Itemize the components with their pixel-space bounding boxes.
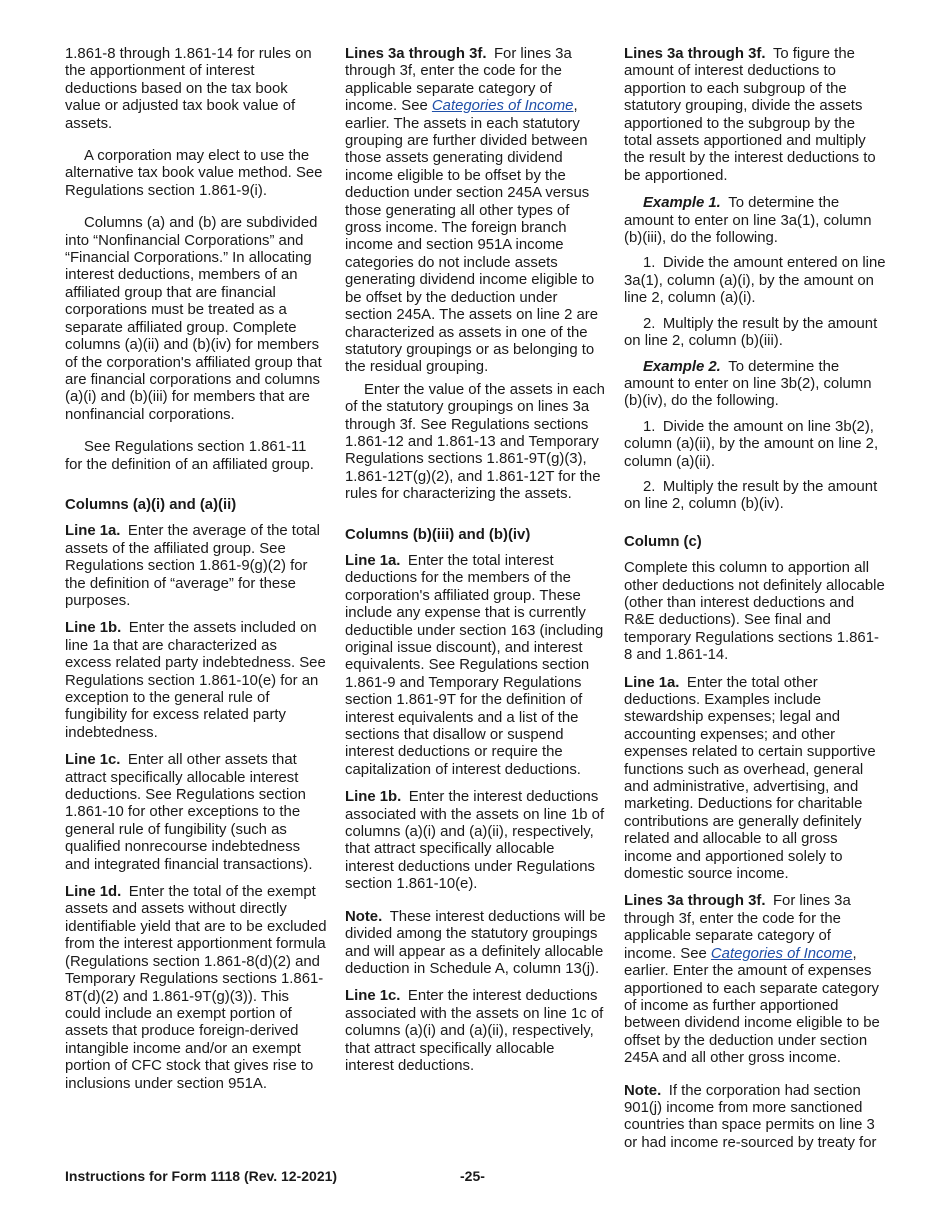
lines-3a-3f-paragraph [345,46,607,377]
body-text: Enter the assets included on line 1a that are characterized as excess related party indebtedness. See Regulations section 1.861-10(e) for an exception to the general rule of fungibility for excess related party indebtedness. [65,620,326,741]
body-text: Enter the interest deductions associated with the assets on line 1b of columns (a)(i) and (a)(ii), respectively, that attract specifically allocable interest deductions under Regulations section 1.861-10(e). [345,789,605,893]
body-text: , earlier. The assets in each statutory grouping are further divided between those assets generating dividend income eligible to be offset by the deduction under section 245A versus those generating all other types of gross income. The foreign branch income and section 951A income categories do not include assets generating dividend income eligible to be offset by the deduction under section 245A. The assets on line 2 are characterized as assets in one of the statutory groupings or as belonging to the residual grouping. [345,98,599,376]
note-paragraph [345,909,607,979]
paragraph: 1.861-8 through 1.861-14 for rules on the apportionment of interest deductions based on the tax book value or adjusted tax book value of assets. [65,46,312,132]
lead-in: Line 1a. [65,523,121,540]
body-text: , earlier. Enter the amount of expenses apportioned to each separate category of income as further apportioned between dividend income eligible to be offset by the deduction under section 245A and all other gross income. [624,945,880,1067]
example-1-paragraph [624,195,886,247]
lead-in: Example 1. [643,195,721,212]
section-heading: Columns (b)(iii) and (b)(iv) [345,526,531,543]
categories-of-income-link[interactable]: Categories of Income [431,98,574,115]
lines-3a-3f-paragraph [624,893,886,1067]
body-text: Enter the total other deductions. Examples include stewardship expenses; legal and accounting expenses; and other expenses related to certain supportive functions such as overhead, general and administrative, advertising, and marketing. Deductions for charitable contributions are generally definitely related and allocable to all gross income and apportioned solely to domestic source income. [624,674,876,883]
lead-in: Line 1a. [624,674,680,691]
line-1b-paragraph [345,789,607,893]
body-text: For lines 3a through 3f, enter the code for the applicable separate category of income. See [345,46,572,115]
lead-in: Lines 3a through 3f. [345,46,487,62]
lead-in: Line 1b. [65,620,122,637]
section-heading: Columns (a)(i) and (a)(ii) [65,496,237,513]
form-title: Instructions for Form 1118 (Rev. 12-2021) [65,1168,338,1184]
body-text: Enter the total interest deductions for the members of the corporation's affiliated group. These include any expense that is currently deductible under section 163 (including original issue discount), and interest equivalents. See Regulations section 1.861-9 and Temporary Regulations section 1.861-9T for the definition of interest equivalents and a list of the sections that disallow or suspend interest deductions or require the capitalization of interest deductions. [345,552,604,778]
lead-in: Line 1c. [65,752,121,769]
line-1c-paragraph [345,988,607,1075]
lines-3a-3f-paragraph [624,46,886,185]
column-left [65,46,327,1103]
page-number: -25- [460,1168,485,1184]
body-text: Enter the total of the exempt assets and assets without directly identifiable yield that are to be excluded from the interest apportionment formula (Regulations section 1.861-8(d)(2) and Temporary Regulations sections 1.861-8T(d)(2) and 1.861-9T(g)(3)). This could include an exempt portion of assets that produce foreign-derived intangible income and/or an exempt portion of CFC stock that gives rise to inclusions under section 951A. [65,884,327,1092]
example-step: 2. Multiply the result by the amount on line 2, column (b)(iv). [624,478,878,513]
column-middle [345,46,607,1085]
body-text: These interest deductions will be divided among the statutory groupings and will appear as a definitely allocable deduction in Schedule A, column 13(j). [345,908,606,977]
body-text: For lines 3a through 3f, enter the code for the applicable separate category of income. See [624,893,851,962]
line-1a-paragraph [345,553,607,779]
paragraph: See Regulations section 1.861-11 for the definition of an affiliated group. [65,439,314,473]
paragraph: Columns (a) and (b) are subdivided into “Nonfinancial Corporations” and “Financial Corporations.” In allocating interest deductions, members of an affiliated group that are financial corporations must be treated as a separate affiliated group. Complete columns (a)(ii) and (b)(iv) for members of the corporation's affiliated group that are financial corporations and columns (a)(i) and (b)(iii) for members that are nonfinancial corporations. [65,215,322,423]
lead-in: Note. [345,908,383,925]
lead-in: Lines 3a through 3f. [624,46,766,62]
line-1a-paragraph [624,675,886,884]
body-text: Enter all other assets that attract specifically allocable interest deductions. See Regulations section 1.861-10 for other exceptions to the general rule of fungibility (such as qualified nonrecourse indebtedness and integrated financial transactions). [65,752,313,873]
paragraph: A corporation may elect to use the alternative tax book value method. See Regulations section 1.861-9(i). [65,148,323,199]
example-step: 1. Divide the amount entered on line 3a(1), column (a)(i), by the amount on line 2, column (a)(i). [624,255,886,307]
line-1d-paragraph [65,884,327,1093]
body-text: Enter the average of the total assets of the affiliated group. See Regulations section 1.861-9(g)(2) for the definition of “average” for these purposes. [65,523,320,609]
body-text: To determine the amount to enter on line 3a(1), column (b)(iii), do the following. [624,195,872,247]
page-footer [65,1168,885,1188]
body-text: To determine the amount to enter on line 3b(2), column (b)(iv), do the following. [624,358,872,410]
lead-in: Lines 3a through 3f. [624,893,766,910]
lead-in: Line 1a. [345,552,401,569]
paragraph: Complete this column to apportion all other deductions not definitely allocable (other than interest deductions and R&E deductions). See final and temporary Regulations sections 1.861-8 and 1.861-14. [624,560,885,664]
note-paragraph [624,1083,886,1153]
line-1a-paragraph [65,523,327,610]
example-2-paragraph [624,359,886,411]
lead-in: Line 1b. [345,789,402,806]
lead-in: Note. [624,1082,662,1099]
example-step: 1. Divide the amount on line 3b(2), column (a)(ii), by the amount on line 2, column (a)(ii). [624,418,879,470]
categories-of-income-link[interactable]: Categories of Income [710,945,853,962]
example-step: 2. Multiply the result by the amount on line 2, column (b)(iii). [624,315,878,350]
section-heading: Column (c) [624,533,702,550]
body-text: To figure the amount of interest deductions to apportion to each subgroup of the statutory grouping, divide the assets apportioned to the subgroup by the total assets apportioned and multiply the result by the interest deductions to be apportioned. [624,46,876,184]
body-text: Enter the interest deductions associated with the assets on line 1c of columns (a)(i) and (a)(ii), respectively, that attract specifically allocable interest deductions. [345,988,604,1074]
line-1b-paragraph [65,620,327,742]
lead-in: Example 2. [643,358,721,375]
lead-in: Line 1d. [65,884,122,901]
lead-in: Line 1c. [345,988,401,1005]
column-right [624,46,886,1162]
paragraph: Enter the value of the assets in each of the statutory groupings on lines 3a through 3f. See Regulations sections 1.861-12 and 1.861-13 and Temporary Regulations sections 1.861-9T(g)(3), 1.861-12T(g)(2), and 1.861-12T for the rules for characterizing the assets. [345,381,605,503]
body-text: If the corporation had section 901(j) income from more sanctioned countries than space permits on line 3 or had income re-sourced by treaty for [624,1082,877,1151]
line-1c-paragraph [65,752,327,874]
